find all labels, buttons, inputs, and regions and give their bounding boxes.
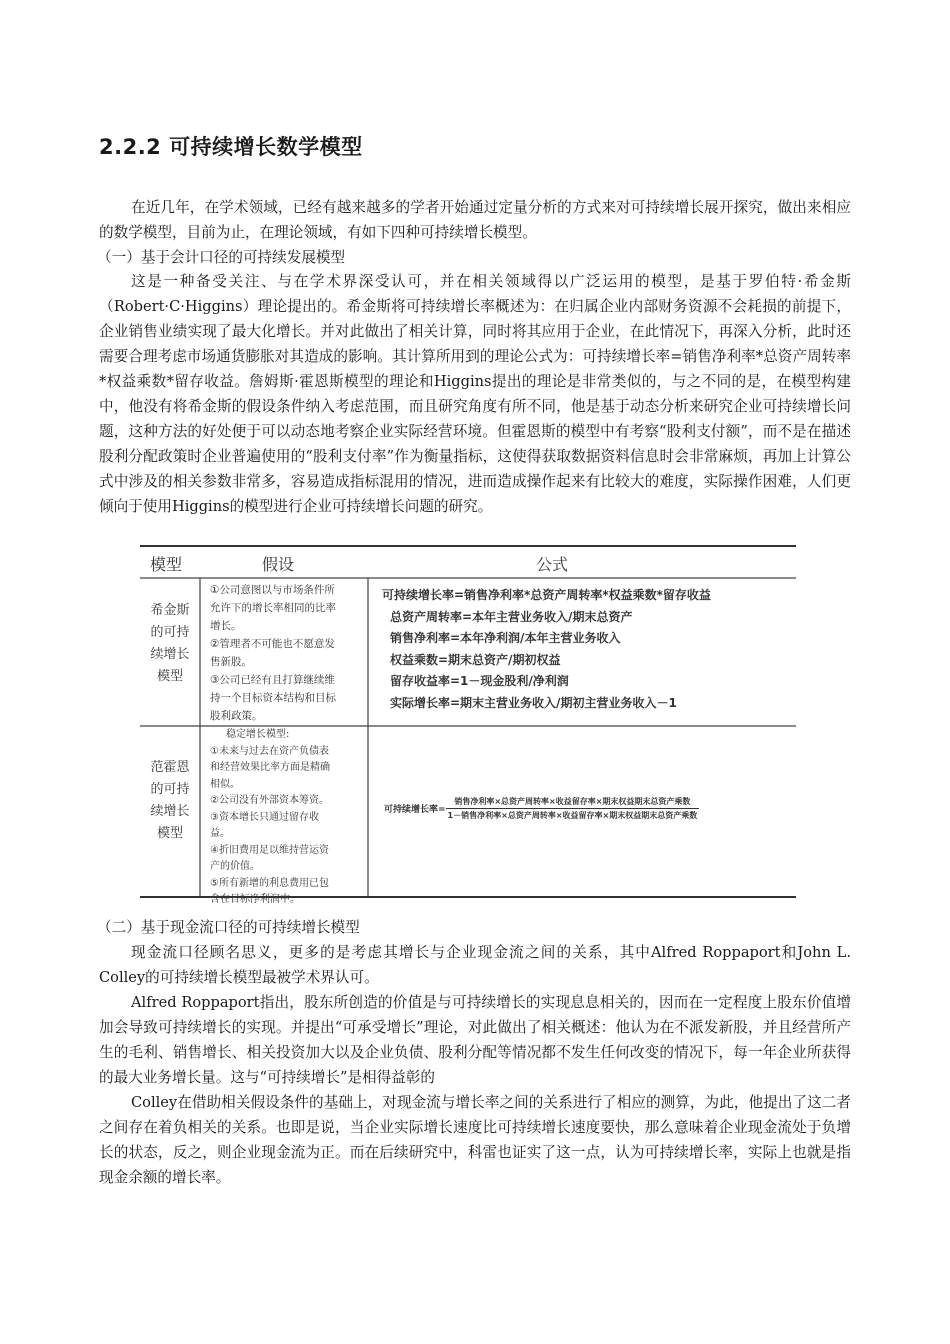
header-model: 模型 [150,555,183,574]
assumption-line: ④折旧费用足以维持营运资 [210,844,329,856]
assumption-line: ①未来与过去在资产负债表 [210,745,329,757]
assumption-line: ⑤所有新增的利息费用已包 [210,877,329,889]
model-text-line: 希金斯 [150,603,190,618]
roppaport-paragraph: Alfred Roppaport指出，股东所创造的价值是与可持续增长的实现息息相关的，因而在一定程度上股东价值增加会导致可持续增长的实现。并提出“可承受增长”理论，对此做出了相关概述：他认为在不派发新股，并且经营所产生的毛利、销售增长、相关投资加大以及企业负债、股利分配等情况都不发生任何改变的情况下，每一年企业所获得的最大业务增长量。这与“可持续增长”是相得益彰的 [99,994,851,1086]
assumption-line: ③公司已经有且打算继续维 [210,674,335,686]
assumption-line: 产的价值。 [210,861,260,872]
model-higgins [140,600,200,688]
model-text-line: 的可持 [150,782,190,797]
assumptions-van-horne [210,727,366,909]
model-text-line: 模型 [156,826,183,841]
formula-line: 销售净利率=本年净利润/本年主营业务收入 [390,631,621,645]
assumption-line: 售新股。 [210,656,252,668]
section-title: 2.2.2 可持续增长数学模型 [99,135,363,159]
fraction-denominator: 1－销售净利率×总资产周转率×收益留存率×期末权益期末总资产乘数 [447,811,698,820]
formula-line: 总资产周转率=本年主营业务收入/期末总资产 [390,609,633,624]
model-van-horne [140,757,200,845]
assumption-line: ①公司意图以与市场条件所 [210,584,335,596]
higgins-paragraph: 这是一种备受关注、与在学术界深受认可，并在相关领域得以广泛运用的模型，是基于罗伯特·希金斯（Robert·C·Higgins）理论提出的。希金斯将可持续增长率概述为：在归属企业内部财务资源不会耗损的前提下，企业销售业绩实现了最大化增长。并对此做出了相关计算，同时将其应用于企业，在此情况下，再深入分析，此时还需要合理考虑市场通货膨胀对其造成的影响。其计算所用到的理论公式为：可持续增长率=销售净利率*总资产周转率*权益乘数*留存收益。詹姆斯·霍恩斯模型的理论和Higgins提出的理论是非常类似的，与之不同的是，在模型构建中，他没有将希金斯的假设条件纳入考虑范围，而且研究角度有所不同，他是基于动态分析来研究企业可持续增长问题，这种方法的好处便于可以动态地考察企业实际经营环境。但霍恩斯的模型中有考察“股利支付额”，而不是在描述股利分配政策时企业普遍使用的“股利支付率”作为衡量指标，这使得获取数据资料信息时会非常麻烦，再加上计算公式中涉及的相关参数非常多，容易造成指标混用的情况，进而造成操作起来有比较大的难度，实际操作困难，人们更倾向于使用Higgins的模型进行企业可持续增长问题的研究。 [99,273,851,515]
assumption-line: 和经营效果比率方面是精确 [210,762,330,773]
assumption-line: 持一个目标资本结构和目标 [210,692,336,704]
model-text-line: 续增长 [150,804,190,819]
formula-line: 可持续增长率=销售净利率*总资产周转率*权益乘数*留存收益 [382,588,711,602]
model-text-line: 范霍恩 [150,760,190,775]
assumption-line: 益。 [210,828,230,839]
assumption-line: 含在目标净利润中。 [210,894,300,905]
subheading-cashflow: （二）基于现金流口径的可持续增长模型 [97,919,360,936]
header-formula: 公式 [536,555,569,574]
formula-line: 留存收益率=1－现金股利/净利润 [390,674,569,688]
subheading-accounting: （一）基于会计口径的可持续发展模型 [97,249,346,266]
assumption-line: ②公司没有外部资本筹资。 [210,795,329,806]
model-text-line: 模型 [156,669,183,684]
assumption-line: 允许下的增长率相同的比率 [210,602,336,614]
model-text-line: 的可持 [150,625,190,640]
assumption-line: ③资本增长只通过留存收 [210,811,319,823]
formula-van-horne [384,796,789,821]
assumption-line: 稳定增长模型: [226,729,290,740]
formulas-higgins [382,585,711,714]
intro-paragraph: 在近几年，在学术领域，已经有越来越多的学者开始通过定量分析的方式来对可持续增长展开探究，做出来相应的数学模型，目前为止，在理论领域，有如下四种可持续增长模型。 [99,199,851,241]
formula-line: 权益乘数=期末总资产/期初权益 [390,652,561,667]
fraction [446,796,700,821]
model-comparison-table [140,545,796,905]
assumption-line: 股利政策。 [210,710,263,722]
cashflow-paragraph: 现金流口径顾名思义，更多的是考虑其增长与企业现金流之间的关系，其中Alfred Roppaport和John L. Colley的可持续增长模型最被学术界认可。 [99,944,851,986]
assumption-line: ②管理者不可能也不愿意发 [210,638,335,650]
fraction-numerator: 销售净利率×总资产周转率×收益留存率×期末权益期末总资产乘数 [446,796,700,809]
assumption-line: 相似。 [210,778,240,790]
model-text-line: 续增长 [150,647,190,662]
assumptions-higgins [210,581,366,725]
header-assumptions: 假设 [262,555,295,574]
formula-label: 可持续增长率= [384,805,446,815]
formula-line: 实际增长率=期末主营业务收入/期初主营业务收入－1 [390,695,677,710]
assumption-line: 增长。 [210,620,242,632]
colley-paragraph: Colley在借助相关假设条件的基础上，对现金流与增长率之间的关系进行了相应的测算，为此，他提出了这二者之间存在着负相关的关系。也即是说，当企业实际增长速度比可持续增长速度要快，那么意味着企业现金流处于负增长的状态，反之，则企业现金流为正。而在后续研究中，科雷也证实了这一点，认为可持续增长率，实际上也就是指现金余额的增长率。 [99,1094,851,1186]
